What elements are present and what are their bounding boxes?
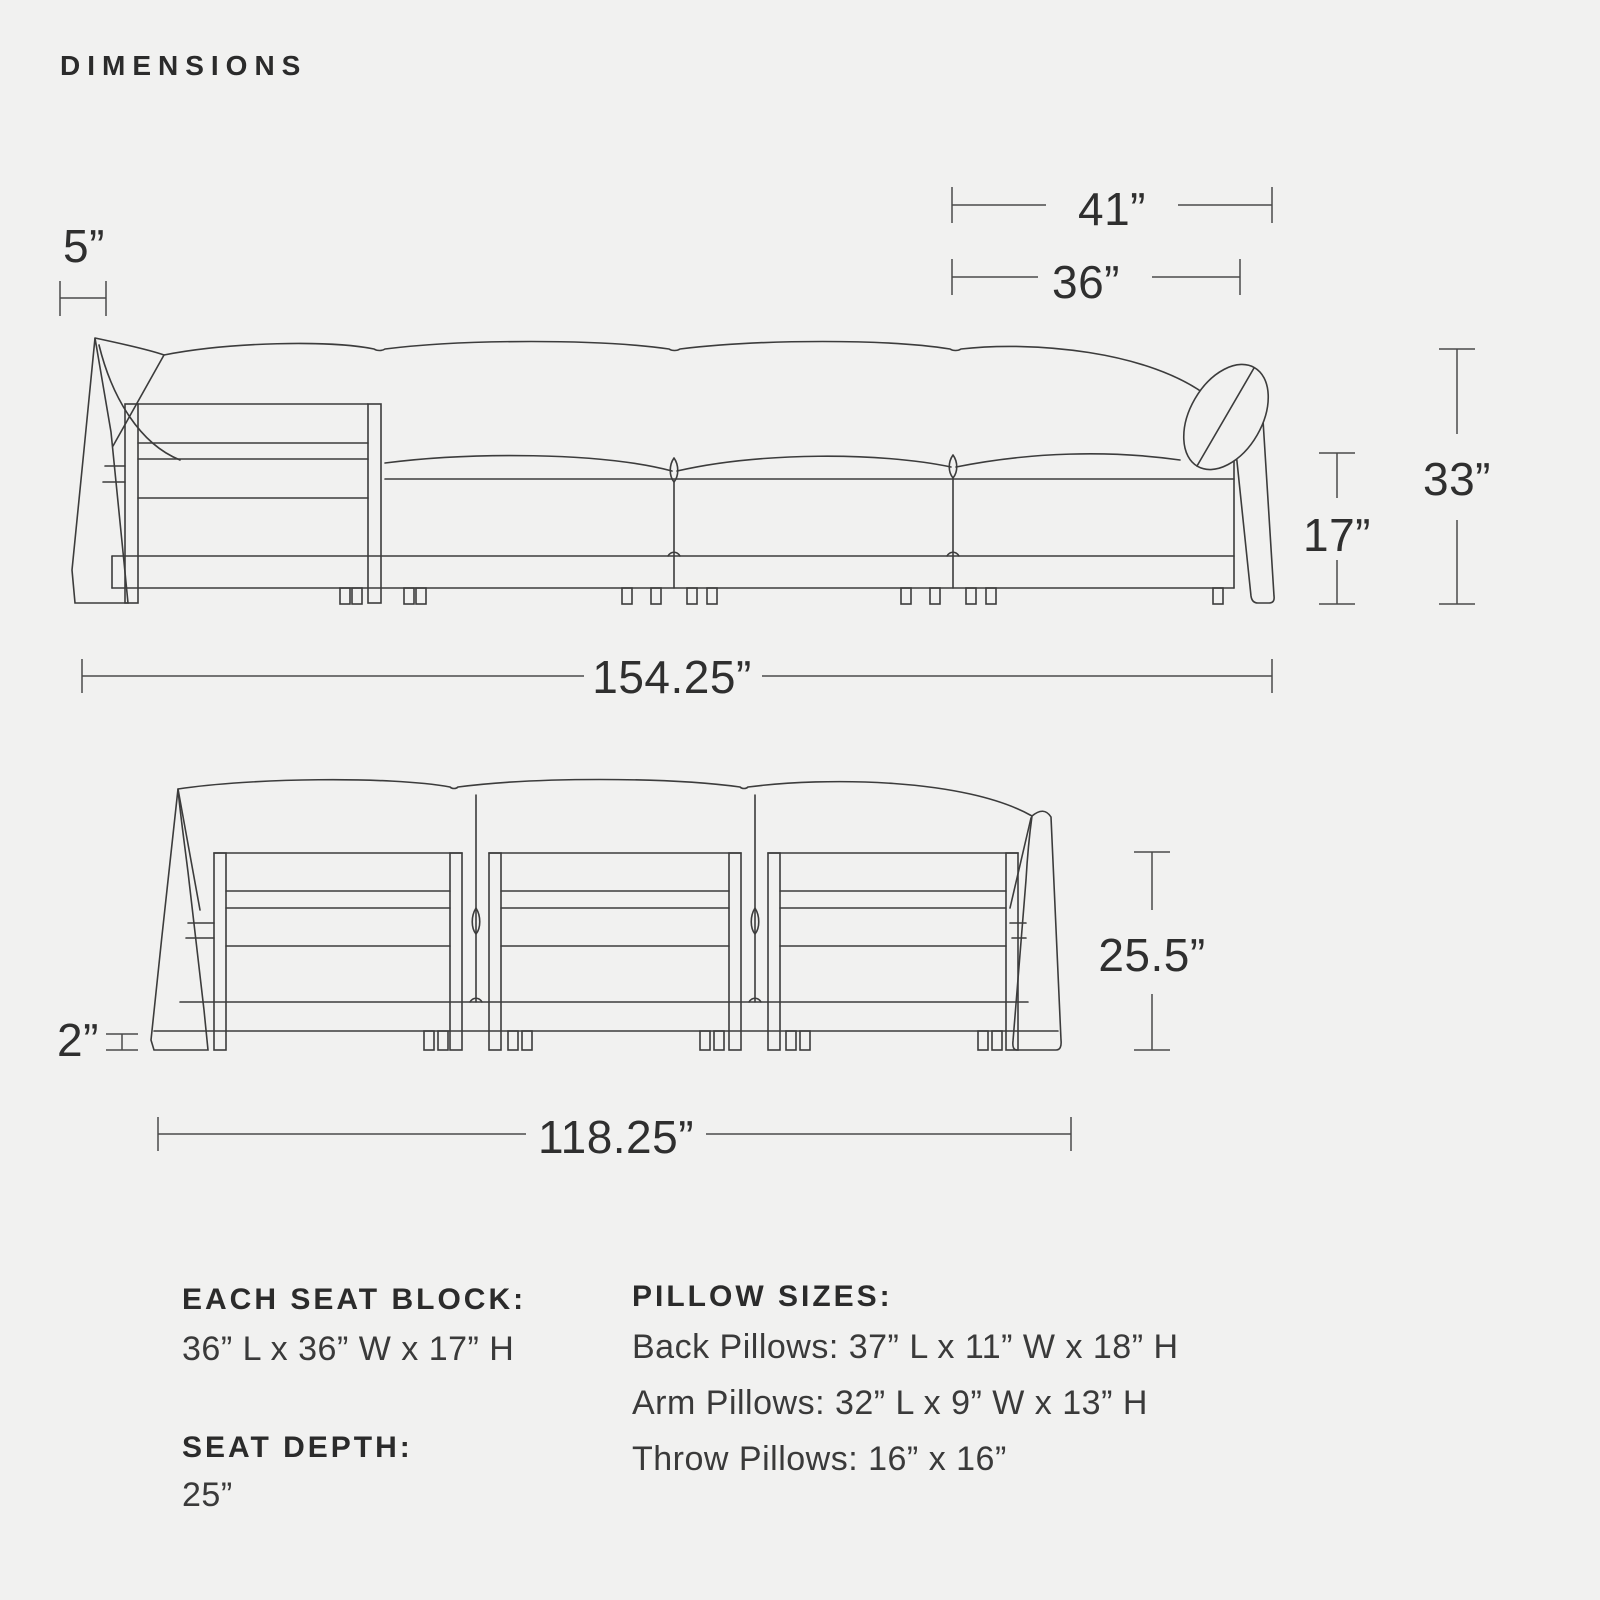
seat-depth-value: 25” [182,1476,233,1514]
dim-label-overall-length: 154.25” [592,651,752,703]
dimension-line-leg-clearance [106,1034,138,1050]
dim-label-seat-block: 36” [1052,256,1120,308]
dim-label-arm-width: 5” [63,220,105,272]
dim-label-leg-clearance: 2” [57,1014,99,1066]
dim-label-overall-depth: 118.25” [537,1111,695,1163]
back-cushions-outline [178,780,1032,817]
sofa-back-view-drawing [151,780,1061,1051]
pillow-size-throw: Throw Pillows: 16” x 16” [632,1440,1007,1478]
seat-depth-heading: SEAT DEPTH: [182,1431,413,1464]
page-title: DIMENSIONS [60,50,308,81]
dimension-line-arm-width [60,281,106,316]
seat-block-value: 36” L x 36” W x 17” H [182,1330,515,1368]
back-left-arm [151,789,214,1050]
side-back-cushions-outline [164,342,1210,399]
side-view-feet [340,588,1223,604]
back-module-frames [214,853,1018,1050]
pillow-sizes-heading: PILLOW SIZES: [632,1280,893,1313]
bolster-pillow [1166,350,1285,485]
dim-label-overall-height: 33” [1423,453,1491,505]
pillow-size-back: Back Pillows: 37” L x 11” W x 18” H [632,1328,1179,1366]
pillow-size-arm: Arm Pillows: 32” L x 9” W x 13” H [632,1384,1148,1422]
side-corner-frame [125,404,381,603]
side-left-arm [72,338,180,603]
seat-block-heading: EACH SEAT BLOCK: [182,1283,527,1316]
dim-label-seat-height: 17” [1303,509,1371,561]
dim-label-back-height: 25.5” [1098,929,1206,981]
dim-label-seat-with-arm: 41” [1078,183,1146,235]
back-view-feet [424,1031,1002,1050]
sofa-side-view-drawing [72,338,1286,604]
